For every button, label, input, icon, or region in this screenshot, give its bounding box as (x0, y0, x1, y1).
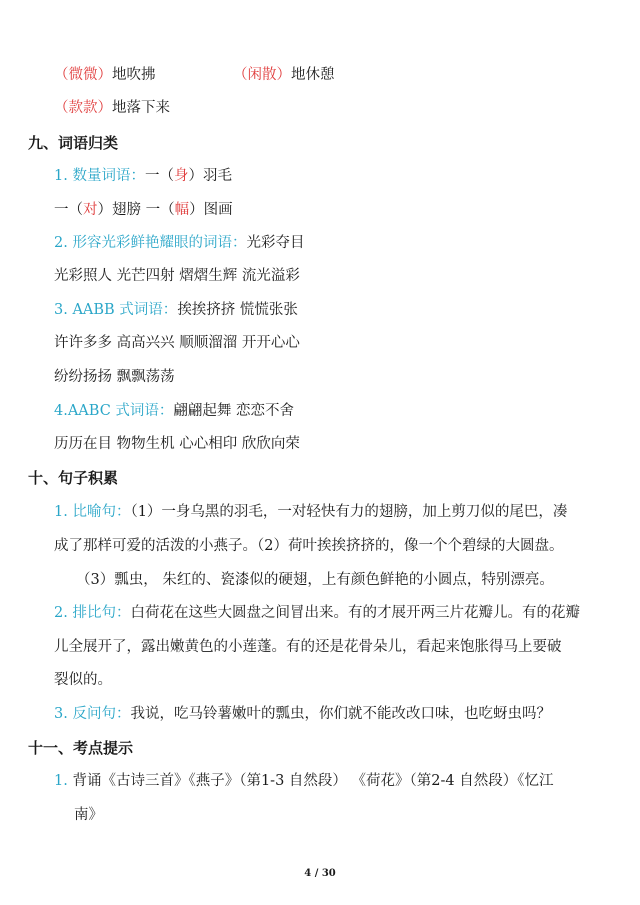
page-number: 4 / 30 (304, 868, 336, 879)
item-text: （1）一身乌黑的羽毛，一对轻快有力的翅膀，加上剪刀似的尾巴，凑 (130, 504, 568, 520)
item-text: 我说，吃马铃薯嫩叶的瓢虫，你们就不能改改口味，也吃蚜虫吗？ (130, 706, 551, 722)
answer-word: 闲散 (247, 67, 277, 83)
s9-item-2 (54, 233, 304, 253)
phrase-text: 地吹拂 (112, 67, 156, 83)
s10-item-1-line-3: （3）瓢虫， 朱红的、瓷漆似的硬翅，上有颜色鲜艳的小圆点，特别漂亮。 (76, 572, 554, 588)
item-label: 2. 形容光彩鲜艳耀眼的词语： (54, 235, 247, 251)
bracket: ） (97, 67, 112, 83)
phrase-text: 地休憩 (291, 67, 335, 83)
item-label: 3. AABB 式词语： (54, 302, 178, 318)
answer-word: 微微 (68, 67, 98, 83)
answer-word: 幅 (174, 202, 190, 218)
s9-item-1 (54, 166, 232, 186)
s9-item-3-line-3: 纷纷扬扬 飘飘荡荡 (54, 369, 175, 385)
section-10-title: 十、句子积累 (28, 469, 119, 487)
bracket: （ (233, 67, 248, 83)
item-label: 1. (54, 773, 68, 789)
s9-item-3 (54, 300, 298, 320)
answer-word: 对 (83, 202, 98, 218)
bracket: ） (276, 67, 291, 83)
section-9-title: 九、词语归类 (28, 134, 119, 152)
item-text: 翩翩起舞 恋恋不舍 (173, 403, 295, 419)
text-part: 一（ (144, 168, 174, 184)
fill-in-row-1b (233, 65, 335, 85)
s10-item-3 (54, 704, 551, 724)
s10-item-1-line-2: 成了那样可爱的活泼的小燕子。（2）荷叶挨挨挤挤的，像一个个碧绿的大圆盘。 (54, 538, 564, 554)
text-part: ）翅膀 一（ (97, 202, 175, 218)
s10-item-2-line-3: 裂似的。 (54, 672, 112, 688)
s10-item-1 (54, 502, 567, 522)
bracket: （ (54, 67, 69, 83)
item-text: 背诵《古诗三首》《燕子》（第1-3 自然段） 《荷花》（第2-4 自然段）《忆江 (72, 773, 554, 789)
text-part: ）图画 (189, 202, 233, 218)
s11-item-1-line-2: 南》 (74, 807, 103, 823)
answer-word: 款款 (68, 100, 98, 116)
s9-item-2-line-2: 光彩照人 光芒四射 熠熠生辉 流光溢彩 (54, 268, 300, 284)
section-11-title: 十一、考点提示 (28, 739, 134, 757)
item-label: 1. 数量词语： (54, 168, 145, 184)
bracket: ） (97, 100, 112, 116)
s9-item-1-line-2 (54, 200, 233, 220)
s9-item-4 (54, 401, 294, 421)
s10-item-2 (54, 603, 580, 623)
s9-item-3-line-2: 许许多多 高高兴兴 顺顺溜溜 开开心心 (54, 335, 300, 351)
fill-in-row-2 (54, 98, 170, 118)
item-label: 4.AABC 式词语： (54, 403, 174, 419)
s9-item-4-line-2: 历历在目 物物生机 心心相印 欣欣向荣 (54, 436, 300, 452)
item-text: 挨挨挤挤 慌慌张张 (177, 302, 298, 318)
item-label: 3. 反问句： (54, 706, 131, 722)
item-label: 1. 比喻句： (54, 504, 131, 520)
bracket: （ (54, 100, 69, 116)
s10-item-2-line-2: 儿全展开了，露出嫩黄色的小莲蓬。有的还是花骨朵儿，看起来饱胀得马上要破 (54, 639, 562, 655)
fill-in-row-1a (54, 65, 156, 85)
s11-item-1 (54, 771, 553, 791)
text-part: 一（ (54, 202, 83, 218)
answer-word: 身 (173, 168, 189, 184)
text-part: ）羽毛 (188, 168, 232, 184)
item-text: 白荷花在这些大圆盘之间冒出来。有的才展开两三片花瓣儿。有的花瓣 (130, 605, 580, 621)
item-text: 光彩夺目 (246, 235, 305, 251)
item-label: 2. 排比句： (54, 605, 131, 621)
phrase-text: 地落下来 (112, 100, 170, 116)
